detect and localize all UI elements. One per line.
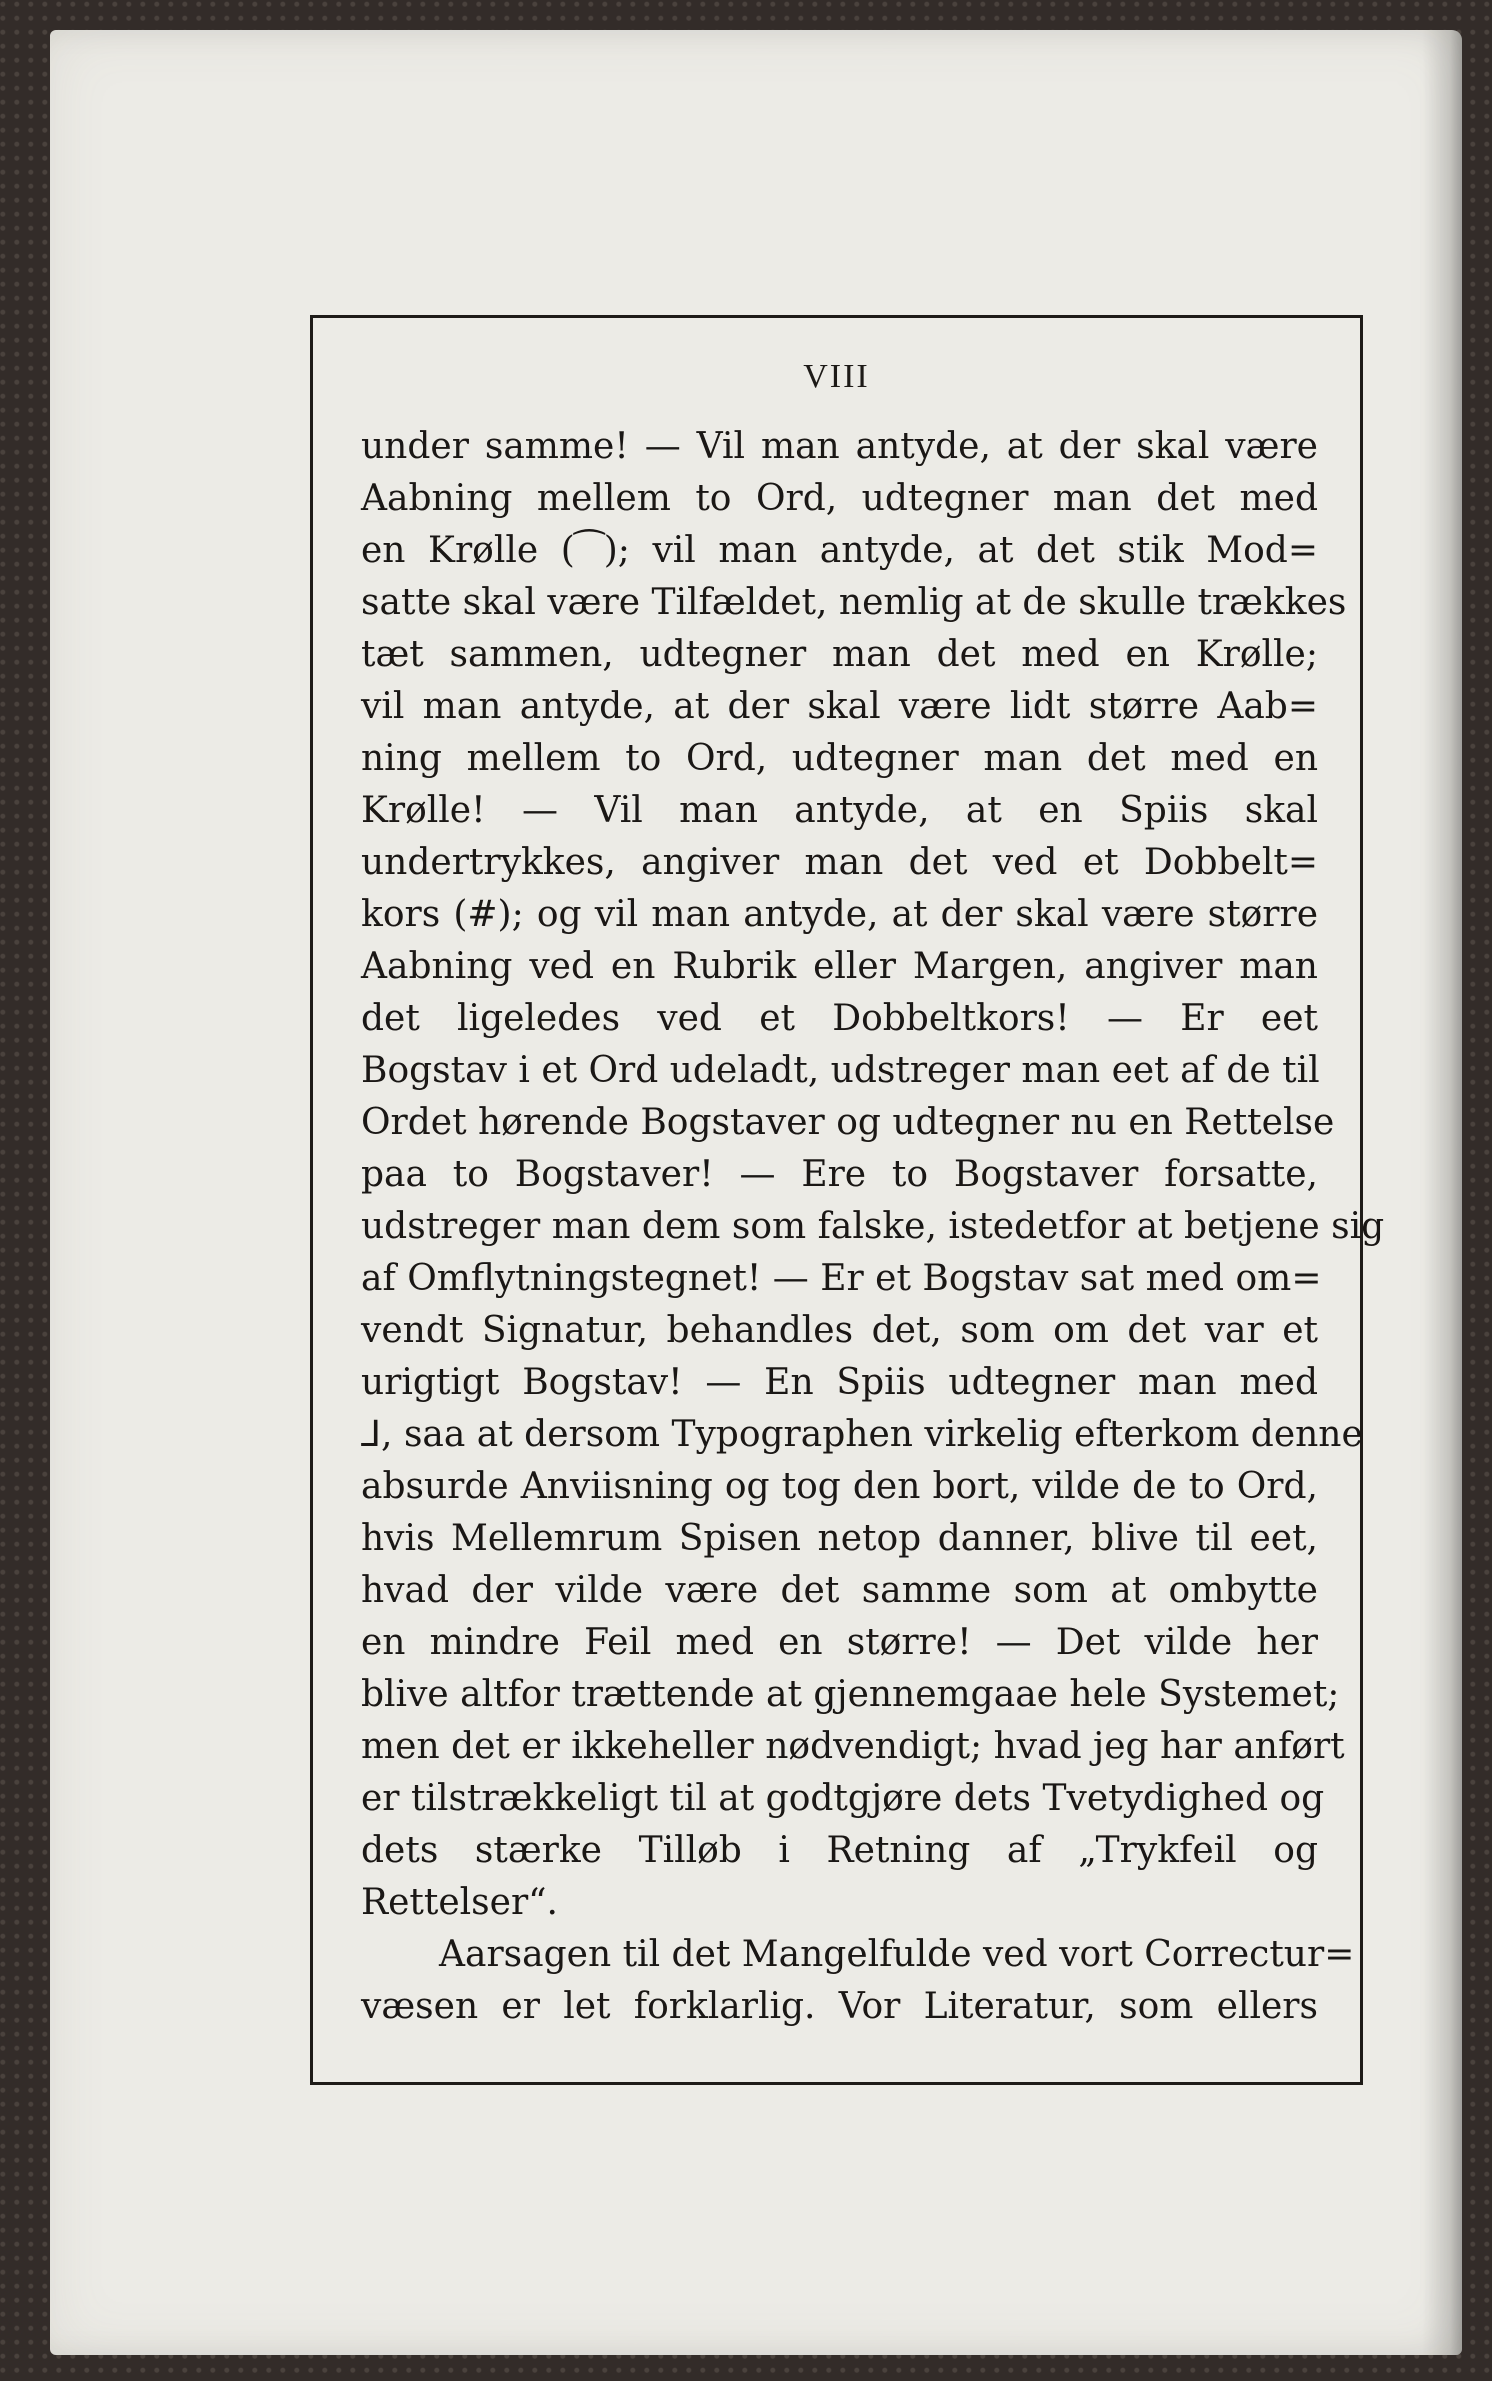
text-line: Aarsagen til det Mangelfulde ved vort Correctur= [439, 1934, 1355, 1975]
text-line: vil man antyde, at der skal være lidt større Aab= [361, 686, 1318, 727]
text-line: ning mellem to Ord, udtegner man det med en [361, 738, 1318, 779]
text-line: blive altfor trættende at gjennemgaae hele Systemet; [361, 1674, 1340, 1715]
text-line: tæt sammen, udtegner man det med en Krølle; [361, 634, 1318, 675]
text-line: Aabning mellem to Ord, udtegner man det med [361, 478, 1318, 519]
text-line: kors (#); og vil man antyde, at der skal være større [361, 894, 1318, 935]
text-line: satte skal være Tilfældet, nemlig at de skulle trækkes [361, 582, 1347, 623]
text-line: Aabning ved en Rubrik eller Margen, angiver man [361, 946, 1318, 987]
page-gutter-shadow [1422, 30, 1462, 2355]
text-line: Ordet hørende Bogstaver og udtegner nu en Rettelse [361, 1102, 1335, 1143]
text-line: af Omflytningstegnet! — Er et Bogstav sat med om= [361, 1258, 1322, 1299]
page-number: VIII [803, 358, 870, 395]
text-line: en Krølle (⁀); vil man antyde, at det stik Mod= [361, 530, 1318, 571]
text-frame [310, 315, 1385, 2085]
book-page [50, 30, 1462, 2355]
text-line: hvad der vilde være det samme som at ombytte [361, 1570, 1318, 1611]
text-line: undertrykkes, angiver man det ved et Dobbelt= [361, 842, 1318, 883]
body-text [361, 421, 1385, 2033]
text-line: væsen er let forklarlig. Vor Literatur, som ellers [361, 1986, 1318, 2027]
text-line: det ligeledes ved et Dobbeltkors! — Er eet [361, 998, 1318, 1039]
text-line: urigtigt Bogstav! — En Spiis udtegner man med [361, 1362, 1318, 1403]
text-line: er tilstrækkeligt til at godtgjøre dets Tvetydighed og [361, 1778, 1325, 1819]
text-line: absurde Anviisning og tog den bort, vilde de to Ord, [361, 1466, 1318, 1507]
text-line: ⅃, saa at dersom Typographen virkelig efterkom denne [361, 1414, 1363, 1455]
text-line: under samme! — Vil man antyde, at der skal være [361, 426, 1318, 467]
text-line: vendt Signatur, behandles det, som om det var et [361, 1310, 1318, 1351]
text-line: men det er ikkeheller nødvendigt; hvad jeg har anført [361, 1726, 1345, 1767]
text-line: hvis Mellemrum Spisen netop danner, blive til eet, [361, 1518, 1318, 1559]
text-line: en mindre Feil med en større! — Det vilde her [361, 1622, 1318, 1663]
text-line: Rettelser“. [361, 1882, 558, 1923]
text-line: paa to Bogstaver! — Ere to Bogstaver forsatte, [361, 1154, 1318, 1195]
text-line: udstreger man dem som falske, istedetfor at betjene sig [361, 1206, 1385, 1247]
text-line: Bogstav i et Ord udeladt, udstreger man eet af de til [361, 1050, 1320, 1091]
text-line: Krølle! — Vil man antyde, at en Spiis skal [361, 790, 1318, 831]
text-line: dets stærke Tilløb i Retning af „Trykfeil og [361, 1830, 1318, 1871]
